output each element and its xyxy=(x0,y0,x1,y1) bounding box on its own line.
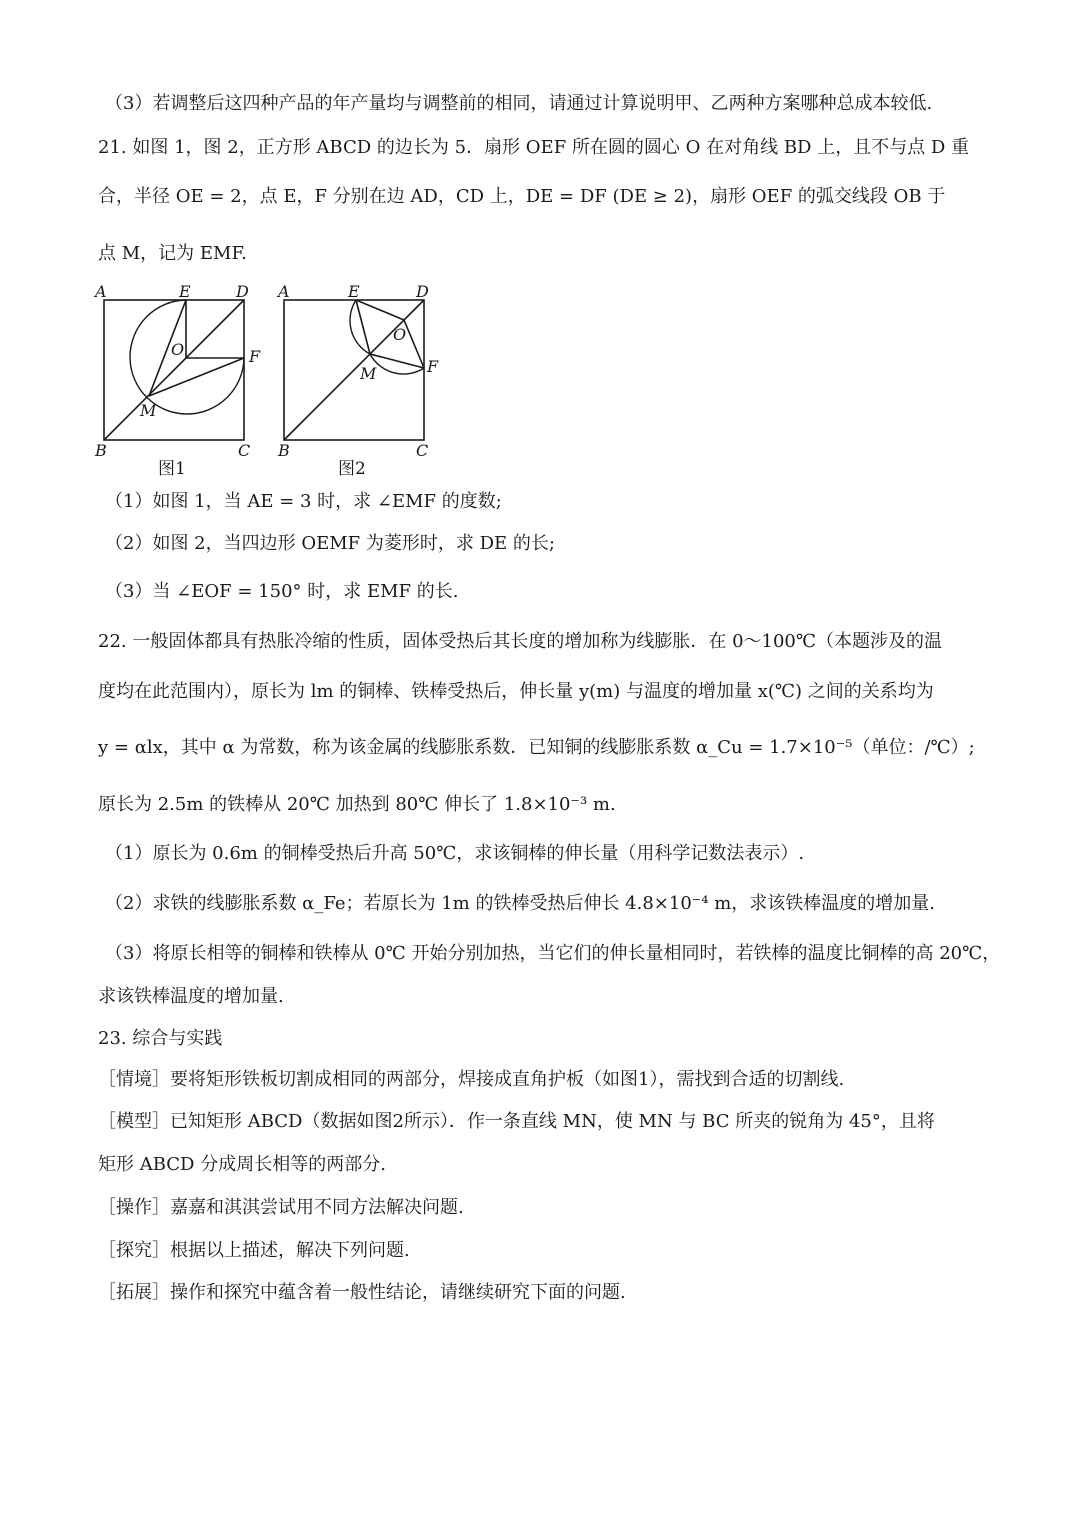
fig2-label-o: O xyxy=(393,325,407,344)
text-line: ［操作］嘉嘉和淇淇尝试用不同方法解决问题. xyxy=(98,1197,464,1218)
fig1-label-o: O xyxy=(171,340,185,359)
text-line: 点 M，记为 EMF. xyxy=(98,243,247,264)
figure-2-caption: 图2 xyxy=(338,459,366,479)
text-line: （3）将原长相等的铜棒和铁棒从 0℃ 开始分别加热，当它们的伸长量相同时，若铁棒的温度比铜棒的高 20℃， xyxy=(105,943,1001,964)
text-line: ［探究］根据以上描述，解决下列问题. xyxy=(98,1240,410,1261)
text-line: （3）若调整后这四种产品的年产量均与调整前的相同，请通过计算说明甲、乙两种方案哪种总成本较低. xyxy=(105,93,933,114)
fig1-label-c: C xyxy=(238,441,251,460)
fig1-label-b: B xyxy=(95,441,107,460)
fig1-label-a: A xyxy=(95,282,107,301)
fig1-label-f: F xyxy=(249,347,261,366)
figure-2 xyxy=(284,300,424,440)
text-line: （2）如图 2，当四边形 OEMF 为菱形时，求 DE 的长; xyxy=(105,533,555,554)
text-line: （3）当 ∠EOF = 150° 时，求 EMF 的长. xyxy=(105,581,459,602)
text-line: 合，半径 OE = 2，点 E，F 分别在边 AD，CD 上，DE = DF (DE ≥ 2)，扇形 OEF 的弧交线段 OB 于 xyxy=(98,186,946,207)
text-line: （2）求铁的线膨胀系数 α_Fe；若原长为 1m 的铁棒受热后伸长 4.8×10⁻⁴ m，求该铁棒温度的增加量. xyxy=(105,893,936,914)
text-line: 求该铁棒温度的增加量. xyxy=(98,986,284,1007)
text-line: 23. 综合与实践 xyxy=(98,1028,223,1049)
text-line: （1）如图 1，当 AE = 3 时，求 ∠EMF 的度数; xyxy=(105,491,502,512)
text-line: 原长为 2.5m 的铁棒从 20℃ 加热到 80℃ 伸长了 1.8×10⁻³ m. xyxy=(98,794,616,815)
text-line: 度均在此范围内），原长为 lm 的铜棒、铁棒受热后，伸长量 y(m) 与温度的增加量 x(℃) 之间的关系均为 xyxy=(98,681,934,702)
fig2-label-m: M xyxy=(360,364,377,383)
fig2-label-f: F xyxy=(427,357,439,376)
text-line: y = αlx，其中 α 为常数，称为该金属的线膨胀系数．已知铜的线膨胀系数 α_Cu = 1.7×10⁻⁵（单位：/℃）; xyxy=(98,737,975,758)
fig1-label-d: D xyxy=(236,282,249,301)
text-line: 21. 如图 1，图 2，正方形 ABCD 的边长为 5．扇形 OEF 所在圆的圆心 O 在对角线 BD 上，且不与点 D 重 xyxy=(98,137,970,158)
text-line: ［情境］要将矩形铁板切割成相同的两部分，焊接成直角护板（如图1），需找到合适的切割线. xyxy=(98,1069,845,1090)
figure-1-caption: 图1 xyxy=(158,459,186,479)
text-line: ［模型］已知矩形 ABCD（数据如图2所示）．作一条直线 MN，使 MN 与 BC 所夹的锐角为 45°，且将 xyxy=(98,1111,935,1132)
figure-1 xyxy=(104,300,244,440)
fig1-label-m: M xyxy=(140,401,157,420)
fig2-label-b: B xyxy=(278,441,290,460)
geometry-figures xyxy=(90,280,470,480)
fig2-label-c: C xyxy=(416,441,429,460)
geometry-svg xyxy=(90,280,470,480)
fig2-label-d: D xyxy=(416,282,429,301)
text-line: 矩形 ABCD 分成周长相等的两部分. xyxy=(98,1154,386,1175)
fig1-label-e: E xyxy=(179,282,191,301)
text-line: 22. 一般固体都具有热胀冷缩的性质，固体受热后其长度的增加称为线膨胀．在 0～100℃（本题涉及的温 xyxy=(98,631,943,652)
fig2-label-e: E xyxy=(348,282,360,301)
text-line: ［拓展］操作和探究中蕴含着一般性结论，请继续研究下面的问题. xyxy=(98,1282,626,1303)
fig2-label-a: A xyxy=(278,282,290,301)
text-line: （1）原长为 0.6m 的铜棒受热后升高 50℃，求该铜棒的伸长量（用科学记数法表示）. xyxy=(105,843,805,864)
